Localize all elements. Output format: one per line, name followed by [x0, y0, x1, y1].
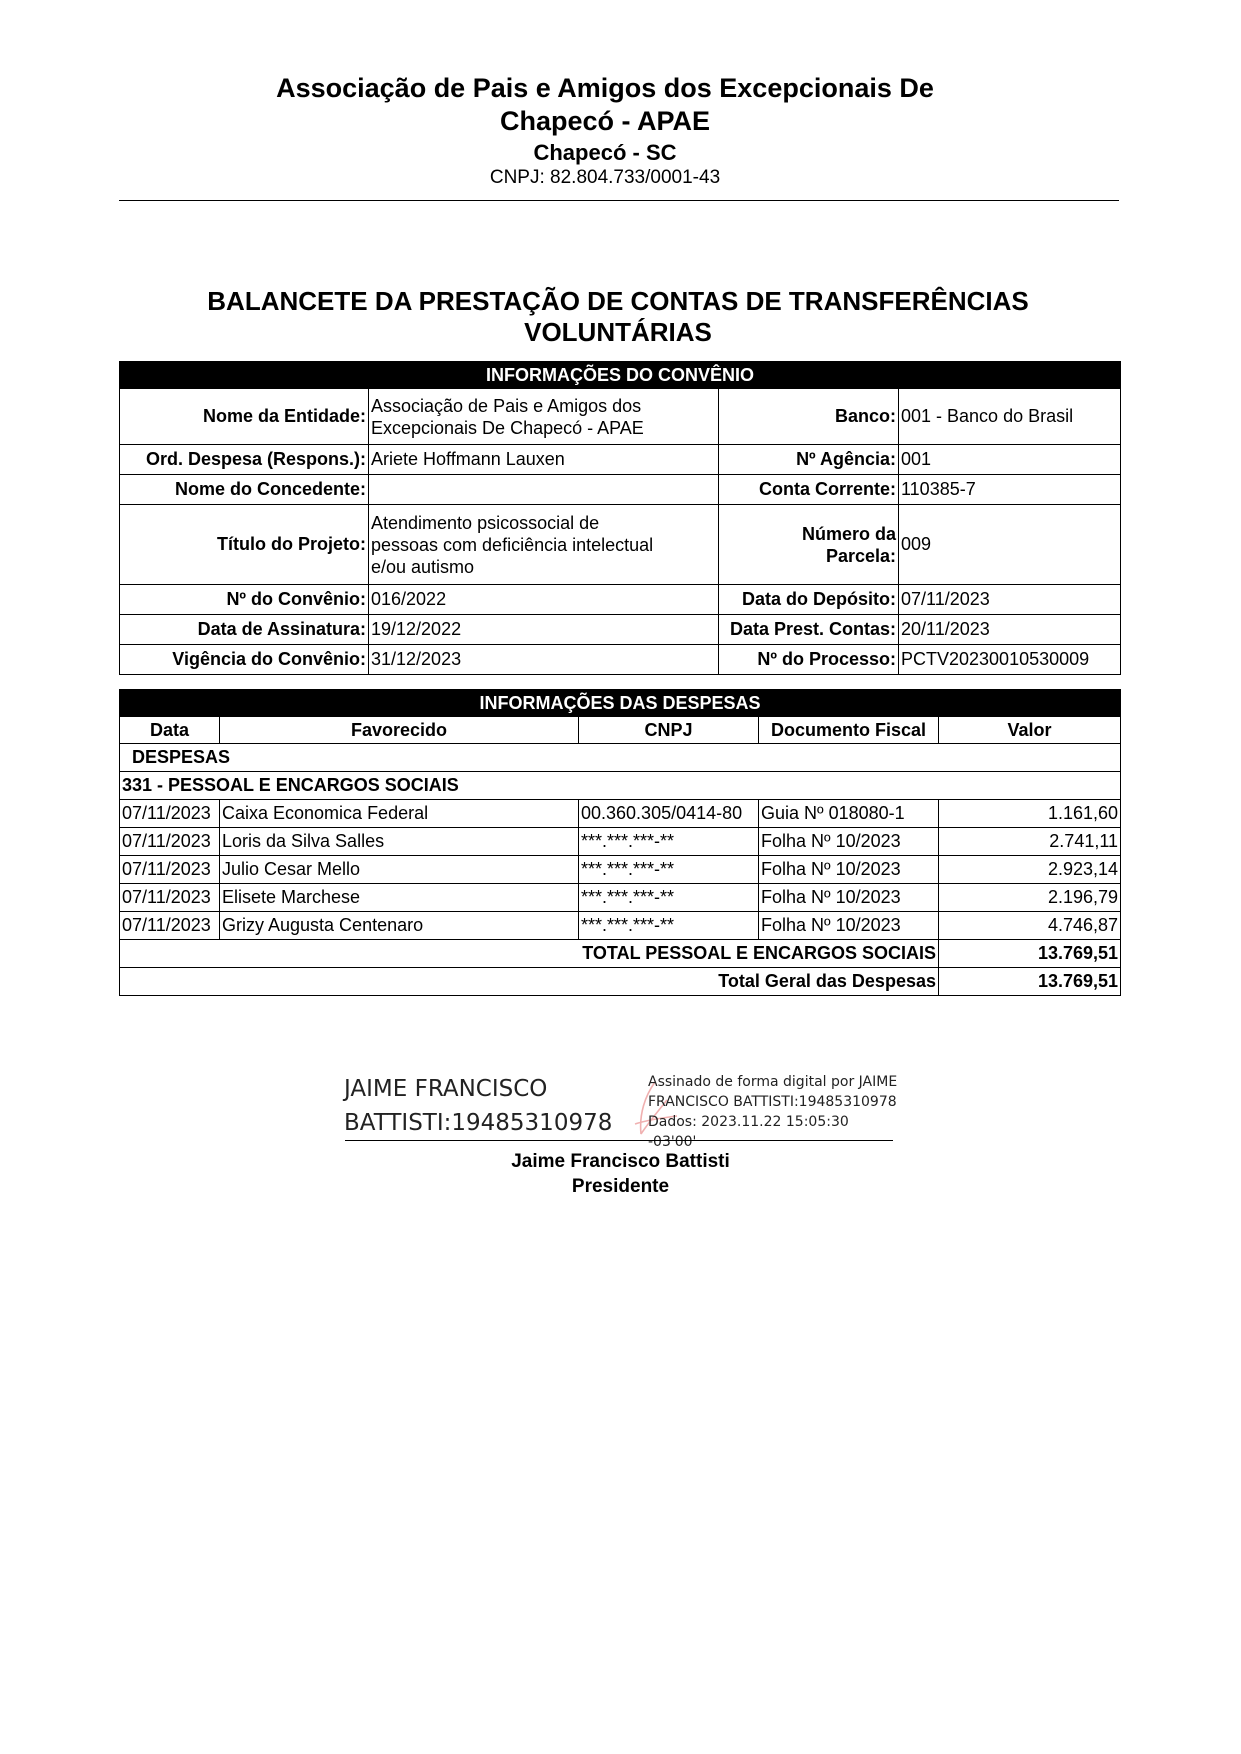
row-favorecido: Loris da Silva Salles — [220, 828, 579, 856]
titulo-projeto-label: Título do Projeto: — [120, 505, 369, 585]
column-header-documento: Documento Fiscal — [759, 717, 939, 744]
total-geral-value: 13.769,51 — [939, 968, 1121, 996]
data-prest-contas-value: 20/11/2023 — [899, 615, 1121, 645]
header-divider — [119, 200, 1119, 201]
convenio-info-table — [119, 361, 1121, 675]
document-title — [120, 286, 1116, 348]
row-valor: 2.196,79 — [939, 884, 1121, 912]
signature-detail-line1: Assinado de forma digital por JAIME — [648, 1074, 898, 1090]
numero-processo-value: PCTV20230010530009 — [899, 645, 1121, 675]
category-label: 331 - PESSOAL E ENCARGOS SOCIAIS — [120, 772, 1121, 800]
row-cnpj: ***.***.***-** — [579, 828, 759, 856]
row-data: 07/11/2023 — [120, 884, 220, 912]
signature-name — [344, 1072, 612, 1140]
signer-name: Jaime Francisco Battisti — [511, 1151, 730, 1172]
titulo-projeto-line2: pessoas com deficiência intelectual — [371, 534, 654, 555]
row-documento: Guia Nº 018080-1 — [759, 800, 939, 828]
despesas-section-header: INFORMAÇÕES DAS DESPESAS — [120, 690, 1121, 717]
table-row — [120, 884, 1121, 912]
subtotal-label: TOTAL PESSOAL E ENCARGOS SOCIAIS — [120, 940, 939, 968]
banco-value: 001 - Banco do Brasil — [899, 389, 1121, 445]
column-header-data: Data — [120, 717, 220, 744]
conta-corrente-label: Conta Corrente: — [719, 475, 899, 505]
numero-parcela-label — [719, 505, 899, 585]
row-cnpj: 00.360.305/0414-80 — [579, 800, 759, 828]
concedente-label: Nome do Concedente: — [120, 475, 369, 505]
row-cnpj: ***.***.***-** — [579, 884, 759, 912]
row-favorecido: Caixa Economica Federal — [220, 800, 579, 828]
numero-processo-label: Nº do Processo: — [719, 645, 899, 675]
org-name-line2: Chapecó - APAE — [499, 106, 711, 136]
titulo-projeto-line3: e/ou autismo — [371, 556, 475, 577]
nome-entidade-line1: Associação de Pais e Amigos dos — [371, 395, 642, 416]
vigencia-label: Vigência do Convênio: — [120, 645, 369, 675]
row-data: 07/11/2023 — [120, 800, 220, 828]
signature-name-line1: JAIME FRANCISCO — [344, 1076, 548, 1102]
vigencia-value: 31/12/2023 — [369, 645, 719, 675]
signature-line — [345, 1140, 893, 1141]
row-valor: 2.923,14 — [939, 856, 1121, 884]
document-title-line2: VOLUNTÁRIAS — [524, 317, 712, 347]
row-cnpj: ***.***.***-** — [579, 912, 759, 940]
row-favorecido: Grizy Augusta Centenaro — [220, 912, 579, 940]
data-deposito-value: 07/11/2023 — [899, 585, 1121, 615]
concedente-value — [369, 475, 719, 505]
table-row — [120, 800, 1121, 828]
table-row — [120, 856, 1121, 884]
nome-entidade-line2: Excepcionais De Chapecó - APAE — [371, 417, 644, 438]
despesas-table — [119, 689, 1121, 996]
data-assinatura-value: 19/12/2022 — [369, 615, 719, 645]
row-favorecido: Elisete Marchese — [220, 884, 579, 912]
row-data: 07/11/2023 — [120, 856, 220, 884]
signature-detail-line2: FRANCISCO BATTISTI:19485310978 — [648, 1094, 897, 1110]
total-geral-label: Total Geral das Despesas — [120, 968, 939, 996]
row-valor: 1.161,60 — [939, 800, 1121, 828]
banco-label: Banco: — [719, 389, 899, 445]
numero-parcela-value: 009 — [899, 505, 1121, 585]
data-deposito-label: Data do Depósito: — [719, 585, 899, 615]
row-documento: Folha Nº 10/2023 — [759, 884, 939, 912]
convenio-section-header: INFORMAÇÕES DO CONVÊNIO — [120, 362, 1121, 389]
org-city: Chapecó - SC — [533, 140, 677, 165]
row-documento: Folha Nº 10/2023 — [759, 828, 939, 856]
nome-entidade-label: Nome da Entidade: — [120, 389, 369, 445]
row-valor: 4.746,87 — [939, 912, 1121, 940]
row-data: 07/11/2023 — [120, 828, 220, 856]
numero-parcela-label-line2: Parcela: — [825, 545, 896, 566]
row-documento: Folha Nº 10/2023 — [759, 912, 939, 940]
subtotal-value: 13.769,51 — [939, 940, 1121, 968]
document-title-line1: BALANCETE DA PRESTAÇÃO DE CONTAS DE TRANSFERÊNCIAS — [207, 286, 1029, 316]
column-header-favorecido: Favorecido — [220, 717, 579, 744]
row-valor: 2.741,11 — [939, 828, 1121, 856]
signer-role: Presidente — [571, 1176, 670, 1197]
agencia-label: Nº Agência: — [719, 445, 899, 475]
conta-corrente-value: 110385-7 — [899, 475, 1121, 505]
agencia-value: 001 — [899, 445, 1121, 475]
titulo-projeto-line1: Atendimento psicossocial de — [371, 512, 600, 533]
digital-signature — [340, 1068, 900, 1148]
row-cnpj: ***.***.***-** — [579, 856, 759, 884]
table-row — [120, 912, 1121, 940]
numero-convenio-label: Nº do Convênio: — [120, 585, 369, 615]
numero-convenio-value: 016/2022 — [369, 585, 719, 615]
signature-detail-line3: Dados: 2023.11.22 15:05:30 -03'00' — [648, 1114, 849, 1150]
data-assinatura-label: Data de Assinatura: — [120, 615, 369, 645]
row-documento: Folha Nº 10/2023 — [759, 856, 939, 884]
nome-entidade-value — [369, 389, 719, 445]
table-row — [120, 828, 1121, 856]
ord-despesa-value: Ariete Hoffmann Lauxen — [369, 445, 719, 475]
organization-header — [0, 72, 1210, 189]
column-header-valor: Valor — [939, 717, 1121, 744]
org-cnpj: CNPJ: 82.804.733/0001-43 — [489, 167, 721, 188]
numero-parcela-label-line1: Número da — [801, 523, 896, 544]
despesas-group-label: DESPESAS — [120, 744, 1121, 772]
signer-block — [0, 1149, 1241, 1199]
column-header-cnpj: CNPJ — [579, 717, 759, 744]
ord-despesa-label: Ord. Despesa (Respons.): — [120, 445, 369, 475]
data-prest-contas-label: Data Prest. Contas: — [719, 615, 899, 645]
org-name-line1: Associação de Pais e Amigos dos Excepcionais De — [276, 73, 934, 103]
signature-name-line2: BATTISTI:19485310978 — [344, 1110, 613, 1136]
row-data: 07/11/2023 — [120, 912, 220, 940]
row-favorecido: Julio Cesar Mello — [220, 856, 579, 884]
titulo-projeto-value — [369, 505, 719, 585]
